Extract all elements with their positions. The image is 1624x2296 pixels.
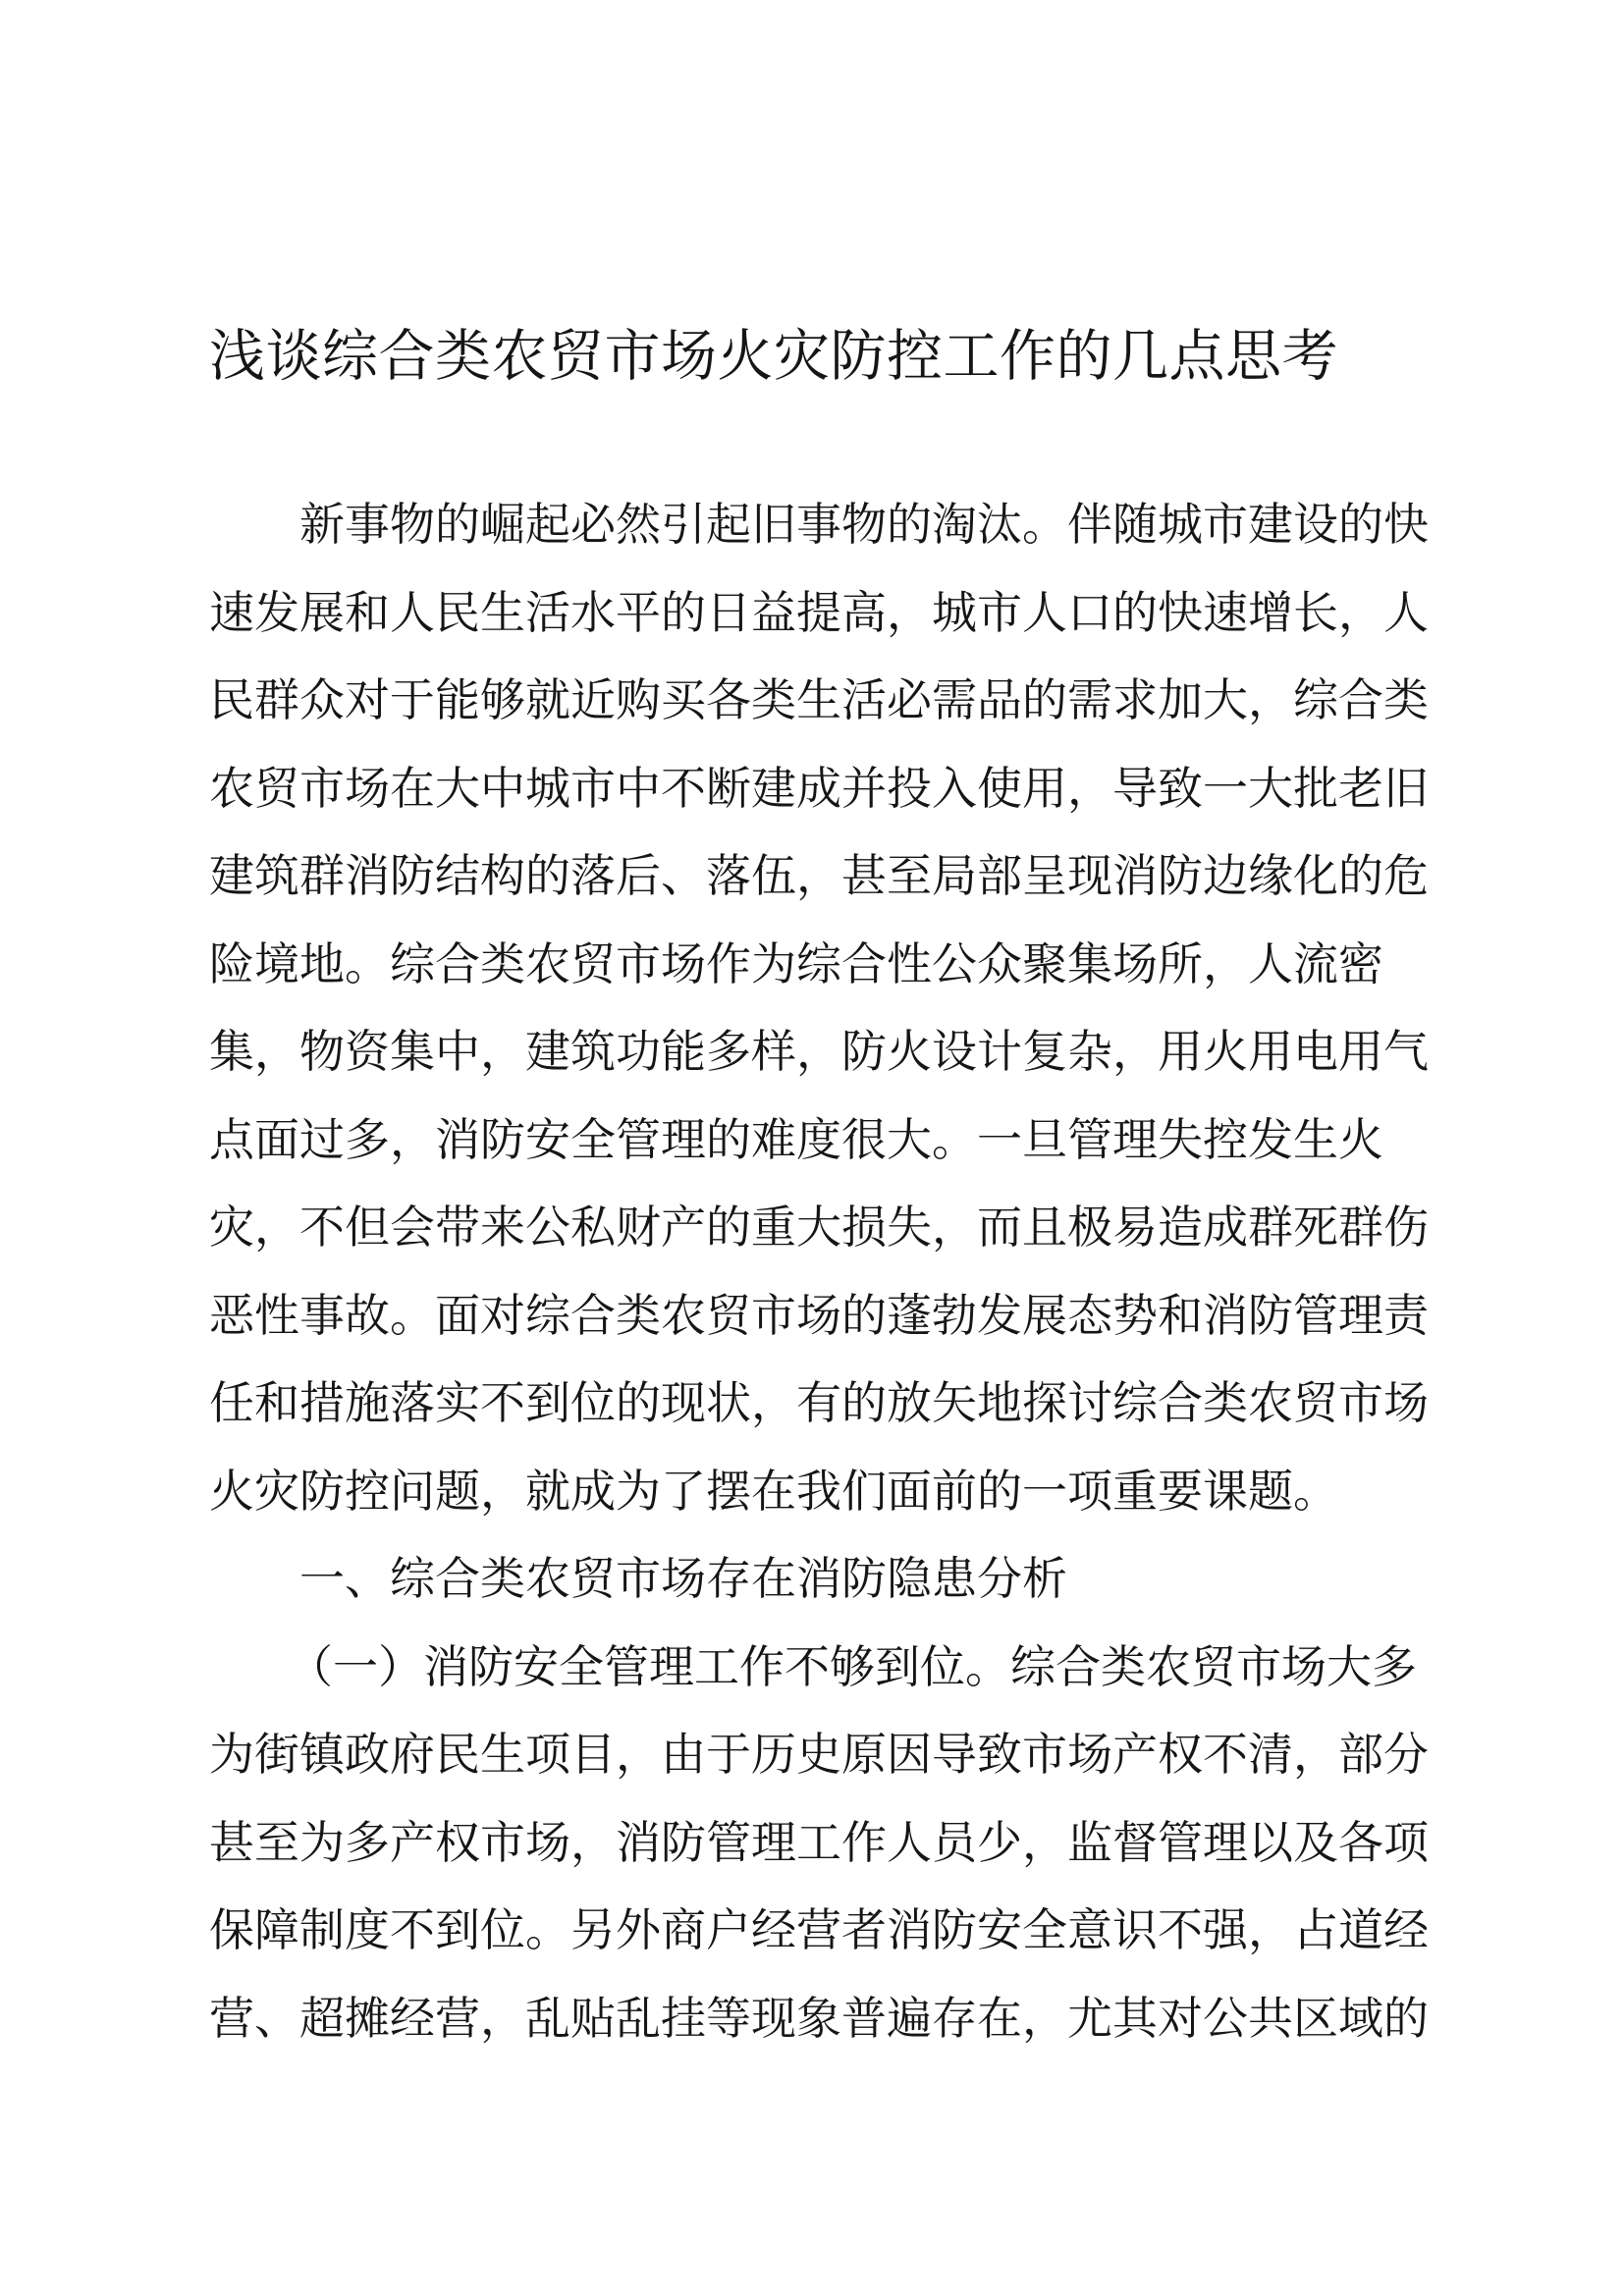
paragraph-line: 任和措施落实不到位的现状，有的放矢地探讨综合类农贸市场 [209, 1376, 1429, 1429]
paragraph-line: 甚至为多产权市场，消防管理工作人员少，监督管理以及各项 [209, 1815, 1429, 1869]
paragraph-line: 火灾防控问题，就成为了摆在我们面前的一项重要课题。 [209, 1464, 1338, 1518]
paragraph-line: 新事物的崛起必然引起旧事物的淘汰。伴随城市建设的快 [299, 498, 1429, 551]
subsection-line: （一）消防安全管理工作不够到位。综合类农贸市场大多 [288, 1639, 1417, 1693]
paragraph-line: 速发展和人民生活水平的日益提高，城市人口的快速增长，人 [209, 585, 1429, 639]
paragraph-line: 保障制度不到位。另外商户经营者消防安全意识不强，占道经 [209, 1903, 1429, 1956]
paragraph-line: 险境地。综合类农贸市场作为综合性公众聚集场所，人流密 [209, 936, 1383, 990]
paragraph-line: 建筑群消防结构的落后、落伍，甚至局部呈现消防边缘化的危 [209, 849, 1429, 902]
paragraph-line: 民群众对于能够就近购买各类生活必需品的需求加大，综合类 [209, 673, 1429, 726]
paragraph-line: 为街镇政府民生项目，由于历史原因导致市场产权不清，部分 [209, 1728, 1429, 1781]
paragraph-line: 集，物资集中，建筑功能多样，防火设计复杂，用火用电用气 [209, 1025, 1429, 1078]
document-body [209, 481, 1429, 2062]
paragraph-line: 恶性事故。面对综合类农贸市场的蓬勃发展态势和消防管理责 [209, 1288, 1429, 1342]
section-heading: 一、综合类农贸市场存在消防隐患分析 [299, 1552, 1067, 1605]
paragraph-line: 灾，不但会带来公私财产的重大损失，而且极易造成群死群伤 [209, 1201, 1429, 1254]
paragraph-line: 点面过多，消防安全管理的难度很大。一旦管理失控发生火 [209, 1112, 1383, 1166]
paragraph-line: 农贸市场在大中城市中不断建成并投入使用，导致一大批老旧 [209, 761, 1429, 815]
document-title: 浅谈综合类农贸市场火灾防控工作的几点思考 [209, 324, 1338, 389]
paragraph-line: 营、超摊经营，乱贴乱挂等现象普遍存在，尤其对公共区域的 [209, 1991, 1429, 2045]
